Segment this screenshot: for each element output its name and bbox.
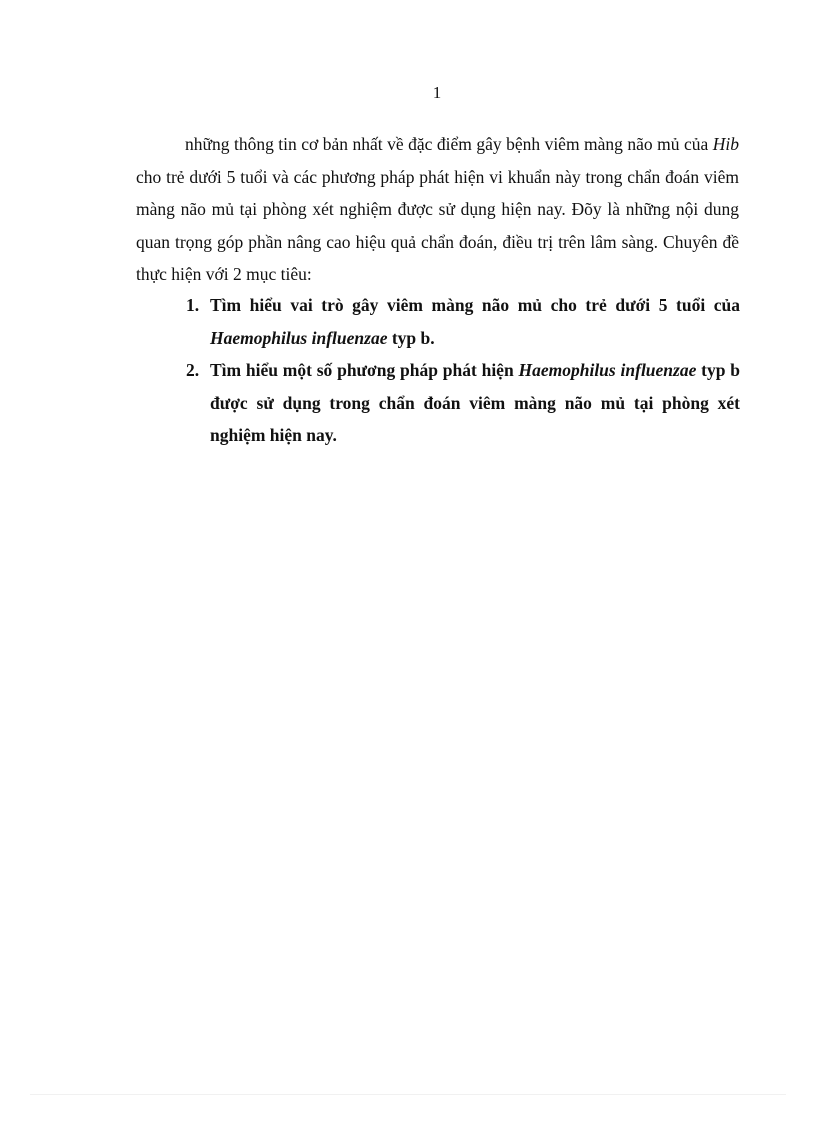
objective-text-before: Tìm hiểu vai trò gây viêm màng não mủ cho trẻ dưới 5 tuổi của bbox=[210, 295, 740, 315]
objective-text-after: typ b được sử dụng trong chẩn đoán viêm màng não mủ tại phòng xét nghiệm hiện nay. bbox=[210, 360, 741, 445]
hib-abbreviation: Hib bbox=[712, 134, 739, 154]
objective-text-after: typ b. bbox=[387, 327, 435, 348]
species-name: Haemophilus influenzae bbox=[518, 360, 697, 380]
objective-item-2 bbox=[186, 354, 740, 452]
paragraph-text-part2: cho trẻ dưới 5 tuổi và các phương pháp phát hiện vi khuẩn này trong chẩn đoán viêm màng não mủ tại phòng xét nghiệm được sử dụng hiện nay. Đõy là những nội dung quan trọng góp phần nâng cao hiệu quả chẩn đoán, điều trị trên lâm sàng. Chuyên đề thực hiện với 2 mục tiêu: bbox=[136, 166, 739, 284]
objective-number: 2. bbox=[186, 360, 200, 380]
body-paragraph bbox=[136, 128, 739, 291]
objective-number: 1. bbox=[186, 295, 200, 315]
objective-item-1 bbox=[186, 289, 740, 354]
paragraph-text-part1: những thông tin cơ bản nhất về đặc điểm gây bệnh viêm màng não mủ của bbox=[185, 134, 713, 154]
page-bottom-divider bbox=[30, 1094, 786, 1095]
objective-text-before: Tìm hiểu một số phương pháp phát hiện bbox=[210, 360, 519, 380]
page-number: 1 bbox=[432, 83, 442, 102]
objectives-list bbox=[186, 289, 740, 452]
species-name: Haemophilus influenzae bbox=[210, 327, 388, 348]
